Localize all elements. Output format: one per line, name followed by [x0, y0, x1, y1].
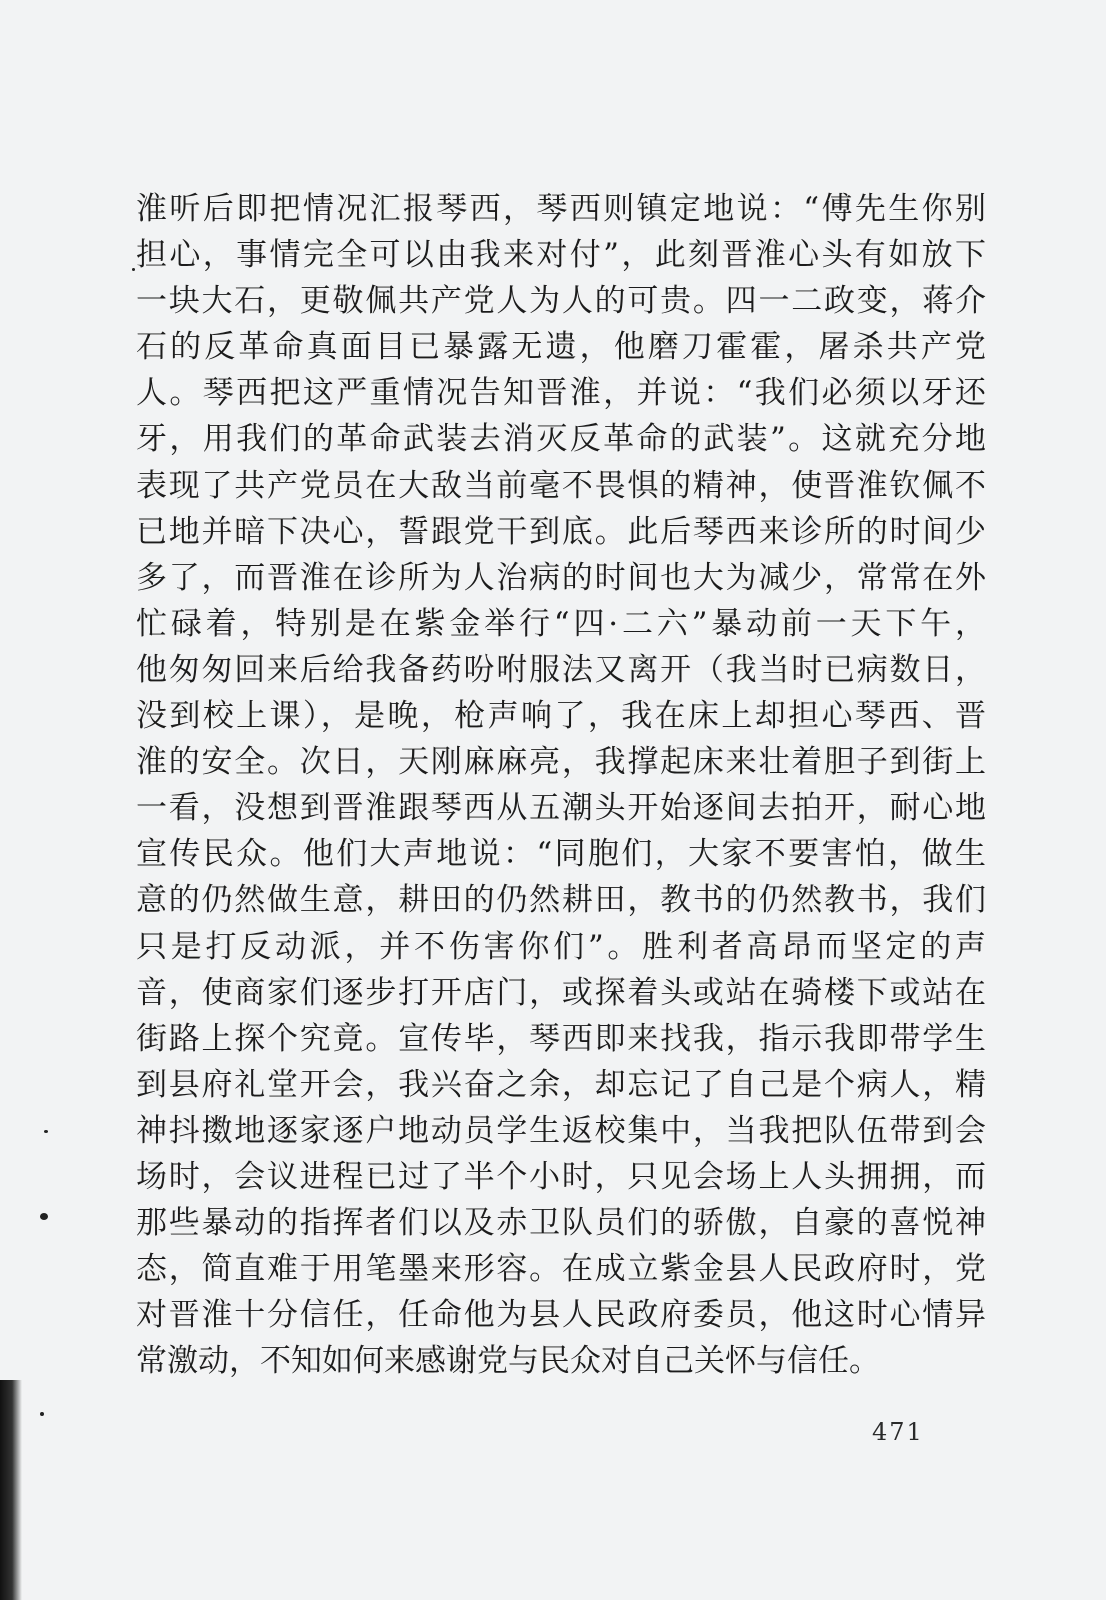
text-line: 对晋淮十分信任，任命他为县人民政府委员，他这时心情异 [136, 1297, 986, 1334]
scan-edge-shadow [0, 1380, 22, 1600]
page-number: 471 [872, 1418, 924, 1446]
text-line: 音，使商家们逐步打开店门，或探着头或站在骑楼下或站在 [136, 974, 986, 1011]
body-text [136, 186, 986, 1384]
text-line: 宣传民众。他们大声地说：“同胞们，大家不要害怕，做生 [136, 836, 986, 873]
text-line: 一看，没想到晋淮跟琴西从五潮头开始逐间去拍开，耐心地 [136, 790, 986, 827]
text-line: 意的仍然做生意，耕田的仍然耕田，教书的仍然教书，我们 [136, 882, 986, 919]
text-line: 担心，事情完全可以由我来对付”，此刻晋淮心头有如放下 [136, 237, 986, 274]
scan-speck [44, 1130, 48, 1133]
scan-speck [40, 1412, 44, 1416]
text-line: 态，简直难于用笔墨来形容。在成立紫金县人民政府时，党 [136, 1251, 986, 1288]
text-line: 表现了共产党员在大敌当前毫不畏惧的精神，使晋淮钦佩不 [136, 467, 986, 504]
text-line: 人。琴西把这严重情况告知晋淮，并说：“我们必须以牙还 [136, 375, 986, 412]
text-line: 神抖擞地逐家逐户地动员学生返校集中，当我把队伍带到会 [136, 1112, 986, 1149]
text-line: 多了，而晋淮在诊所为人治病的时间也大为减少，常常在外 [136, 559, 986, 596]
text-line: 石的反革命真面目已暴露无遗，他磨刀霍霍，屠杀共产党 [136, 329, 986, 366]
text-line-last: 常激动，不知如何来感谢党与民众对自己关怀与信任。 [136, 1343, 880, 1380]
text-line: 场时，会议进程已过了半个小时，只见会场上人头拥拥，而 [136, 1158, 986, 1195]
text-line: 那些暴动的指挥者们以及赤卫队员们的骄傲，自豪的喜悦神 [136, 1205, 986, 1242]
scan-speck [40, 1213, 48, 1220]
text-line: 淮的安全。次日，天刚麻麻亮，我撑起床来壮着胆子到街上 [136, 744, 986, 781]
text-line: 到县府礼堂开会，我兴奋之余，却忘记了自己是个病人，精 [136, 1066, 986, 1103]
text-line: 牙，用我们的革命武装去消灭反革命的武装”。这就充分地 [136, 421, 986, 458]
text-line: 忙碌着，特别是在紫金举行“四·二六”暴动前一天下午， [136, 605, 986, 642]
scan-speck [132, 268, 135, 271]
text-line: 淮听后即把情况汇报琴西，琴西则镇定地说：“傅先生你别 [136, 191, 986, 227]
text-line: 他匆匆回来后给我备药吩咐服法又离开（我当时已病数日， [136, 651, 986, 688]
text-line: 已地并暗下决心，誓跟党干到底。此后琴西来诊所的时间少 [136, 513, 986, 550]
text-line: 街路上探个究竟。宣传毕，琴西即来找我，指示我即带学生 [136, 1020, 986, 1057]
text-line: 一块大石，更敬佩共产党人为人的可贵。四一二政变，蒋介 [136, 283, 986, 320]
text-line: 只是打反动派，并不伤害你们”。胜利者高昂而坚定的声 [136, 928, 986, 965]
text-line: 没到校上课），是晚，枪声响了，我在床上却担心琴西、晋 [136, 698, 986, 735]
